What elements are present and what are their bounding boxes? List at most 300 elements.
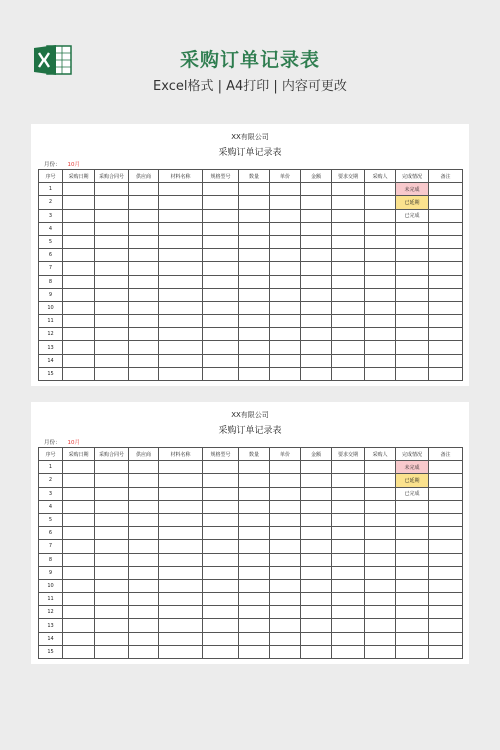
row-number-cell[interactable]: 13 bbox=[39, 341, 63, 354]
table-cell[interactable] bbox=[332, 262, 365, 275]
table-cell[interactable] bbox=[301, 474, 332, 487]
table-cell[interactable] bbox=[270, 632, 301, 645]
table-cell[interactable] bbox=[396, 301, 429, 314]
table-cell[interactable] bbox=[301, 645, 332, 658]
table-cell[interactable] bbox=[63, 288, 95, 301]
table-cell[interactable] bbox=[95, 500, 129, 513]
table-cell[interactable] bbox=[129, 328, 159, 341]
table-cell[interactable] bbox=[203, 275, 239, 288]
status-cell[interactable]: 已延期 bbox=[396, 474, 429, 487]
table-cell[interactable] bbox=[332, 461, 365, 474]
table-cell[interactable] bbox=[203, 579, 239, 592]
table-cell[interactable] bbox=[365, 513, 396, 526]
table-cell[interactable] bbox=[332, 553, 365, 566]
table-cell[interactable] bbox=[203, 209, 239, 222]
table-cell[interactable] bbox=[239, 619, 270, 632]
table-cell[interactable] bbox=[301, 249, 332, 262]
table-cell[interactable] bbox=[129, 288, 159, 301]
table-cell[interactable] bbox=[301, 632, 332, 645]
table-cell[interactable] bbox=[396, 288, 429, 301]
table-cell[interactable] bbox=[203, 461, 239, 474]
table-cell[interactable] bbox=[332, 275, 365, 288]
table-cell[interactable] bbox=[332, 566, 365, 579]
table-cell[interactable] bbox=[203, 183, 239, 196]
row-number-cell[interactable]: 13 bbox=[39, 619, 63, 632]
table-cell[interactable] bbox=[429, 606, 463, 619]
table-cell[interactable] bbox=[429, 222, 463, 235]
table-cell[interactable] bbox=[203, 249, 239, 262]
table-cell[interactable] bbox=[429, 487, 463, 500]
table-cell[interactable] bbox=[396, 540, 429, 553]
table-cell[interactable] bbox=[203, 540, 239, 553]
table-cell[interactable] bbox=[270, 235, 301, 248]
table-cell[interactable] bbox=[365, 487, 396, 500]
table-cell[interactable] bbox=[203, 566, 239, 579]
table-cell[interactable] bbox=[332, 328, 365, 341]
table-cell[interactable] bbox=[129, 513, 159, 526]
table-cell[interactable] bbox=[203, 487, 239, 500]
table-cell[interactable] bbox=[159, 619, 203, 632]
table-cell[interactable] bbox=[129, 540, 159, 553]
table-cell[interactable] bbox=[129, 606, 159, 619]
table-cell[interactable] bbox=[396, 553, 429, 566]
table-cell[interactable] bbox=[365, 645, 396, 658]
table-cell[interactable] bbox=[159, 275, 203, 288]
table-cell[interactable] bbox=[270, 527, 301, 540]
table-cell[interactable] bbox=[129, 474, 159, 487]
table-cell[interactable] bbox=[301, 566, 332, 579]
table-cell[interactable] bbox=[129, 632, 159, 645]
table-cell[interactable] bbox=[270, 196, 301, 209]
table-cell[interactable] bbox=[129, 209, 159, 222]
table-cell[interactable] bbox=[63, 487, 95, 500]
table-cell[interactable] bbox=[159, 500, 203, 513]
table-cell[interactable] bbox=[239, 540, 270, 553]
table-cell[interactable] bbox=[159, 579, 203, 592]
table-cell[interactable] bbox=[301, 262, 332, 275]
table-cell[interactable] bbox=[429, 632, 463, 645]
status-cell[interactable]: 未完成 bbox=[396, 183, 429, 196]
table-cell[interactable] bbox=[396, 619, 429, 632]
table-cell[interactable] bbox=[429, 196, 463, 209]
table-cell[interactable] bbox=[365, 566, 396, 579]
table-cell[interactable] bbox=[159, 593, 203, 606]
table-cell[interactable] bbox=[396, 354, 429, 367]
table-cell[interactable] bbox=[63, 367, 95, 380]
table-cell[interactable] bbox=[301, 367, 332, 380]
table-cell[interactable] bbox=[332, 183, 365, 196]
table-cell[interactable] bbox=[129, 619, 159, 632]
table-cell[interactable] bbox=[239, 288, 270, 301]
table-cell[interactable] bbox=[239, 275, 270, 288]
table-cell[interactable] bbox=[63, 606, 95, 619]
table-cell[interactable] bbox=[429, 249, 463, 262]
row-number-cell[interactable]: 6 bbox=[39, 249, 63, 262]
table-cell[interactable] bbox=[203, 354, 239, 367]
table-cell[interactable] bbox=[239, 632, 270, 645]
table-cell[interactable] bbox=[396, 645, 429, 658]
table-cell[interactable] bbox=[301, 619, 332, 632]
table-cell[interactable] bbox=[429, 328, 463, 341]
table-cell[interactable] bbox=[159, 527, 203, 540]
table-cell[interactable] bbox=[270, 209, 301, 222]
table-cell[interactable] bbox=[270, 262, 301, 275]
table-cell[interactable] bbox=[332, 196, 365, 209]
table-cell[interactable] bbox=[270, 275, 301, 288]
table-cell[interactable] bbox=[270, 222, 301, 235]
table-cell[interactable] bbox=[301, 540, 332, 553]
table-cell[interactable] bbox=[239, 341, 270, 354]
table-cell[interactable] bbox=[270, 513, 301, 526]
table-cell[interactable] bbox=[239, 262, 270, 275]
table-cell[interactable] bbox=[63, 196, 95, 209]
table-cell[interactable] bbox=[239, 487, 270, 500]
table-cell[interactable] bbox=[95, 566, 129, 579]
table-cell[interactable] bbox=[332, 487, 365, 500]
table-cell[interactable] bbox=[129, 487, 159, 500]
row-number-cell[interactable]: 4 bbox=[39, 222, 63, 235]
row-number-cell[interactable]: 11 bbox=[39, 593, 63, 606]
table-cell[interactable] bbox=[301, 513, 332, 526]
table-cell[interactable] bbox=[396, 513, 429, 526]
table-cell[interactable] bbox=[332, 474, 365, 487]
table-cell[interactable] bbox=[429, 540, 463, 553]
table-cell[interactable] bbox=[203, 593, 239, 606]
table-cell[interactable] bbox=[129, 500, 159, 513]
table-cell[interactable] bbox=[301, 461, 332, 474]
table-cell[interactable] bbox=[129, 354, 159, 367]
table-cell[interactable] bbox=[332, 606, 365, 619]
table-cell[interactable] bbox=[203, 645, 239, 658]
table-cell[interactable] bbox=[429, 461, 463, 474]
table-cell[interactable] bbox=[429, 553, 463, 566]
table-cell[interactable] bbox=[63, 579, 95, 592]
table-cell[interactable] bbox=[63, 500, 95, 513]
status-cell[interactable]: 已延期 bbox=[396, 196, 429, 209]
table-cell[interactable] bbox=[129, 341, 159, 354]
table-cell[interactable] bbox=[429, 354, 463, 367]
table-cell[interactable] bbox=[95, 593, 129, 606]
table-cell[interactable] bbox=[239, 606, 270, 619]
table-cell[interactable] bbox=[203, 196, 239, 209]
table-cell[interactable] bbox=[270, 328, 301, 341]
table-cell[interactable] bbox=[270, 367, 301, 380]
table-cell[interactable] bbox=[239, 500, 270, 513]
table-cell[interactable] bbox=[239, 183, 270, 196]
table-cell[interactable] bbox=[332, 579, 365, 592]
table-cell[interactable] bbox=[301, 579, 332, 592]
table-cell[interactable] bbox=[95, 275, 129, 288]
row-number-cell[interactable]: 2 bbox=[39, 474, 63, 487]
table-cell[interactable] bbox=[203, 632, 239, 645]
status-cell[interactable]: 已完成 bbox=[396, 209, 429, 222]
table-cell[interactable] bbox=[129, 275, 159, 288]
table-cell[interactable] bbox=[239, 328, 270, 341]
table-cell[interactable] bbox=[63, 328, 95, 341]
table-cell[interactable] bbox=[429, 183, 463, 196]
table-cell[interactable] bbox=[365, 540, 396, 553]
table-cell[interactable] bbox=[159, 461, 203, 474]
table-cell[interactable] bbox=[159, 235, 203, 248]
table-cell[interactable] bbox=[365, 341, 396, 354]
table-cell[interactable] bbox=[159, 540, 203, 553]
table-cell[interactable] bbox=[332, 235, 365, 248]
table-cell[interactable] bbox=[203, 553, 239, 566]
table-cell[interactable] bbox=[270, 487, 301, 500]
table-cell[interactable] bbox=[63, 354, 95, 367]
table-cell[interactable] bbox=[129, 527, 159, 540]
table-cell[interactable] bbox=[365, 262, 396, 275]
table-cell[interactable] bbox=[63, 461, 95, 474]
table-cell[interactable] bbox=[239, 235, 270, 248]
table-cell[interactable] bbox=[301, 222, 332, 235]
table-cell[interactable] bbox=[270, 301, 301, 314]
table-cell[interactable] bbox=[365, 183, 396, 196]
table-cell[interactable] bbox=[63, 341, 95, 354]
table-cell[interactable] bbox=[365, 235, 396, 248]
table-cell[interactable] bbox=[365, 619, 396, 632]
table-cell[interactable] bbox=[365, 288, 396, 301]
table-cell[interactable] bbox=[239, 249, 270, 262]
table-cell[interactable] bbox=[365, 527, 396, 540]
table-cell[interactable] bbox=[429, 209, 463, 222]
row-number-cell[interactable]: 2 bbox=[39, 196, 63, 209]
table-cell[interactable] bbox=[239, 513, 270, 526]
table-cell[interactable] bbox=[129, 183, 159, 196]
table-cell[interactable] bbox=[159, 222, 203, 235]
table-cell[interactable] bbox=[95, 632, 129, 645]
table-cell[interactable] bbox=[239, 461, 270, 474]
table-cell[interactable] bbox=[270, 354, 301, 367]
table-cell[interactable] bbox=[301, 275, 332, 288]
table-cell[interactable] bbox=[301, 606, 332, 619]
table-cell[interactable] bbox=[332, 222, 365, 235]
table-cell[interactable] bbox=[270, 500, 301, 513]
table-cell[interactable] bbox=[203, 235, 239, 248]
table-cell[interactable] bbox=[239, 209, 270, 222]
row-number-cell[interactable]: 9 bbox=[39, 566, 63, 579]
table-cell[interactable] bbox=[396, 222, 429, 235]
table-cell[interactable] bbox=[159, 209, 203, 222]
table-cell[interactable] bbox=[63, 553, 95, 566]
table-cell[interactable] bbox=[239, 354, 270, 367]
table-cell[interactable] bbox=[270, 249, 301, 262]
table-cell[interactable] bbox=[239, 579, 270, 592]
table-cell[interactable] bbox=[365, 249, 396, 262]
table-cell[interactable] bbox=[396, 328, 429, 341]
table-cell[interactable] bbox=[365, 222, 396, 235]
table-cell[interactable] bbox=[63, 527, 95, 540]
table-cell[interactable] bbox=[365, 632, 396, 645]
table-cell[interactable] bbox=[159, 553, 203, 566]
table-cell[interactable] bbox=[429, 275, 463, 288]
table-cell[interactable] bbox=[429, 593, 463, 606]
table-cell[interactable] bbox=[129, 593, 159, 606]
table-cell[interactable] bbox=[365, 301, 396, 314]
table-cell[interactable] bbox=[129, 249, 159, 262]
table-cell[interactable] bbox=[129, 553, 159, 566]
row-number-cell[interactable]: 7 bbox=[39, 262, 63, 275]
table-cell[interactable] bbox=[332, 540, 365, 553]
table-cell[interactable] bbox=[95, 540, 129, 553]
table-cell[interactable] bbox=[332, 645, 365, 658]
table-cell[interactable] bbox=[95, 315, 129, 328]
row-number-cell[interactable]: 8 bbox=[39, 553, 63, 566]
row-number-cell[interactable]: 14 bbox=[39, 632, 63, 645]
table-cell[interactable] bbox=[365, 606, 396, 619]
table-cell[interactable] bbox=[95, 367, 129, 380]
table-cell[interactable] bbox=[63, 593, 95, 606]
table-cell[interactable] bbox=[203, 500, 239, 513]
table-cell[interactable] bbox=[95, 235, 129, 248]
table-cell[interactable] bbox=[159, 262, 203, 275]
table-cell[interactable] bbox=[95, 513, 129, 526]
row-number-cell[interactable]: 1 bbox=[39, 461, 63, 474]
table-cell[interactable] bbox=[95, 487, 129, 500]
table-cell[interactable] bbox=[429, 566, 463, 579]
table-cell[interactable] bbox=[332, 632, 365, 645]
table-cell[interactable] bbox=[203, 328, 239, 341]
table-cell[interactable] bbox=[239, 474, 270, 487]
table-cell[interactable] bbox=[332, 513, 365, 526]
table-cell[interactable] bbox=[429, 645, 463, 658]
table-cell[interactable] bbox=[203, 288, 239, 301]
table-cell[interactable] bbox=[239, 196, 270, 209]
table-cell[interactable] bbox=[301, 328, 332, 341]
table-cell[interactable] bbox=[429, 579, 463, 592]
table-cell[interactable] bbox=[63, 275, 95, 288]
table-cell[interactable] bbox=[95, 619, 129, 632]
table-cell[interactable] bbox=[332, 527, 365, 540]
table-cell[interactable] bbox=[129, 566, 159, 579]
table-cell[interactable] bbox=[429, 235, 463, 248]
table-cell[interactable] bbox=[95, 354, 129, 367]
table-cell[interactable] bbox=[159, 328, 203, 341]
table-cell[interactable] bbox=[239, 527, 270, 540]
row-number-cell[interactable]: 10 bbox=[39, 301, 63, 314]
row-number-cell[interactable]: 15 bbox=[39, 645, 63, 658]
table-cell[interactable] bbox=[95, 262, 129, 275]
table-cell[interactable] bbox=[270, 606, 301, 619]
table-cell[interactable] bbox=[301, 341, 332, 354]
table-cell[interactable] bbox=[159, 249, 203, 262]
row-number-cell[interactable]: 5 bbox=[39, 513, 63, 526]
table-cell[interactable] bbox=[63, 249, 95, 262]
table-cell[interactable] bbox=[396, 593, 429, 606]
table-cell[interactable] bbox=[396, 579, 429, 592]
row-number-cell[interactable]: 11 bbox=[39, 315, 63, 328]
table-cell[interactable] bbox=[396, 275, 429, 288]
table-cell[interactable] bbox=[203, 315, 239, 328]
table-cell[interactable] bbox=[203, 527, 239, 540]
table-cell[interactable] bbox=[332, 315, 365, 328]
table-cell[interactable] bbox=[301, 527, 332, 540]
table-cell[interactable] bbox=[301, 196, 332, 209]
table-cell[interactable] bbox=[365, 354, 396, 367]
table-cell[interactable] bbox=[332, 249, 365, 262]
row-number-cell[interactable]: 15 bbox=[39, 367, 63, 380]
table-cell[interactable] bbox=[129, 367, 159, 380]
table-cell[interactable] bbox=[301, 183, 332, 196]
table-cell[interactable] bbox=[396, 632, 429, 645]
table-cell[interactable] bbox=[203, 474, 239, 487]
table-cell[interactable] bbox=[301, 500, 332, 513]
table-cell[interactable] bbox=[365, 474, 396, 487]
table-cell[interactable] bbox=[129, 196, 159, 209]
table-cell[interactable] bbox=[95, 461, 129, 474]
table-cell[interactable] bbox=[270, 183, 301, 196]
table-cell[interactable] bbox=[203, 341, 239, 354]
table-cell[interactable] bbox=[159, 367, 203, 380]
table-cell[interactable] bbox=[239, 301, 270, 314]
row-number-cell[interactable]: 8 bbox=[39, 275, 63, 288]
table-cell[interactable] bbox=[159, 645, 203, 658]
table-cell[interactable] bbox=[63, 262, 95, 275]
row-number-cell[interactable]: 7 bbox=[39, 540, 63, 553]
table-cell[interactable] bbox=[301, 209, 332, 222]
table-cell[interactable] bbox=[159, 354, 203, 367]
table-cell[interactable] bbox=[270, 341, 301, 354]
status-cell[interactable]: 已完成 bbox=[396, 487, 429, 500]
table-cell[interactable] bbox=[203, 513, 239, 526]
table-cell[interactable] bbox=[63, 645, 95, 658]
table-cell[interactable] bbox=[63, 209, 95, 222]
table-cell[interactable] bbox=[365, 461, 396, 474]
table-cell[interactable] bbox=[365, 275, 396, 288]
table-cell[interactable] bbox=[365, 328, 396, 341]
status-cell[interactable]: 未完成 bbox=[396, 461, 429, 474]
table-cell[interactable] bbox=[203, 222, 239, 235]
table-cell[interactable] bbox=[63, 632, 95, 645]
table-cell[interactable] bbox=[429, 341, 463, 354]
table-cell[interactable] bbox=[203, 606, 239, 619]
table-cell[interactable] bbox=[159, 606, 203, 619]
table-cell[interactable] bbox=[332, 500, 365, 513]
table-cell[interactable] bbox=[270, 619, 301, 632]
table-cell[interactable] bbox=[63, 222, 95, 235]
row-number-cell[interactable]: 4 bbox=[39, 500, 63, 513]
table-cell[interactable] bbox=[396, 566, 429, 579]
table-cell[interactable] bbox=[270, 540, 301, 553]
table-cell[interactable] bbox=[239, 593, 270, 606]
table-cell[interactable] bbox=[129, 301, 159, 314]
table-cell[interactable] bbox=[95, 183, 129, 196]
table-cell[interactable] bbox=[429, 500, 463, 513]
row-number-cell[interactable]: 3 bbox=[39, 209, 63, 222]
table-cell[interactable] bbox=[95, 645, 129, 658]
table-cell[interactable] bbox=[159, 632, 203, 645]
table-cell[interactable] bbox=[159, 566, 203, 579]
table-cell[interactable] bbox=[129, 461, 159, 474]
table-cell[interactable] bbox=[129, 579, 159, 592]
table-cell[interactable] bbox=[301, 288, 332, 301]
table-cell[interactable] bbox=[203, 301, 239, 314]
table-cell[interactable] bbox=[301, 235, 332, 248]
table-cell[interactable] bbox=[95, 527, 129, 540]
table-cell[interactable] bbox=[365, 553, 396, 566]
table-cell[interactable] bbox=[429, 527, 463, 540]
table-cell[interactable] bbox=[129, 645, 159, 658]
table-cell[interactable] bbox=[203, 262, 239, 275]
table-cell[interactable] bbox=[270, 474, 301, 487]
table-cell[interactable] bbox=[63, 540, 95, 553]
row-number-cell[interactable]: 12 bbox=[39, 328, 63, 341]
table-cell[interactable] bbox=[270, 593, 301, 606]
table-cell[interactable] bbox=[63, 301, 95, 314]
table-cell[interactable] bbox=[63, 183, 95, 196]
row-number-cell[interactable]: 12 bbox=[39, 606, 63, 619]
table-cell[interactable] bbox=[95, 249, 129, 262]
